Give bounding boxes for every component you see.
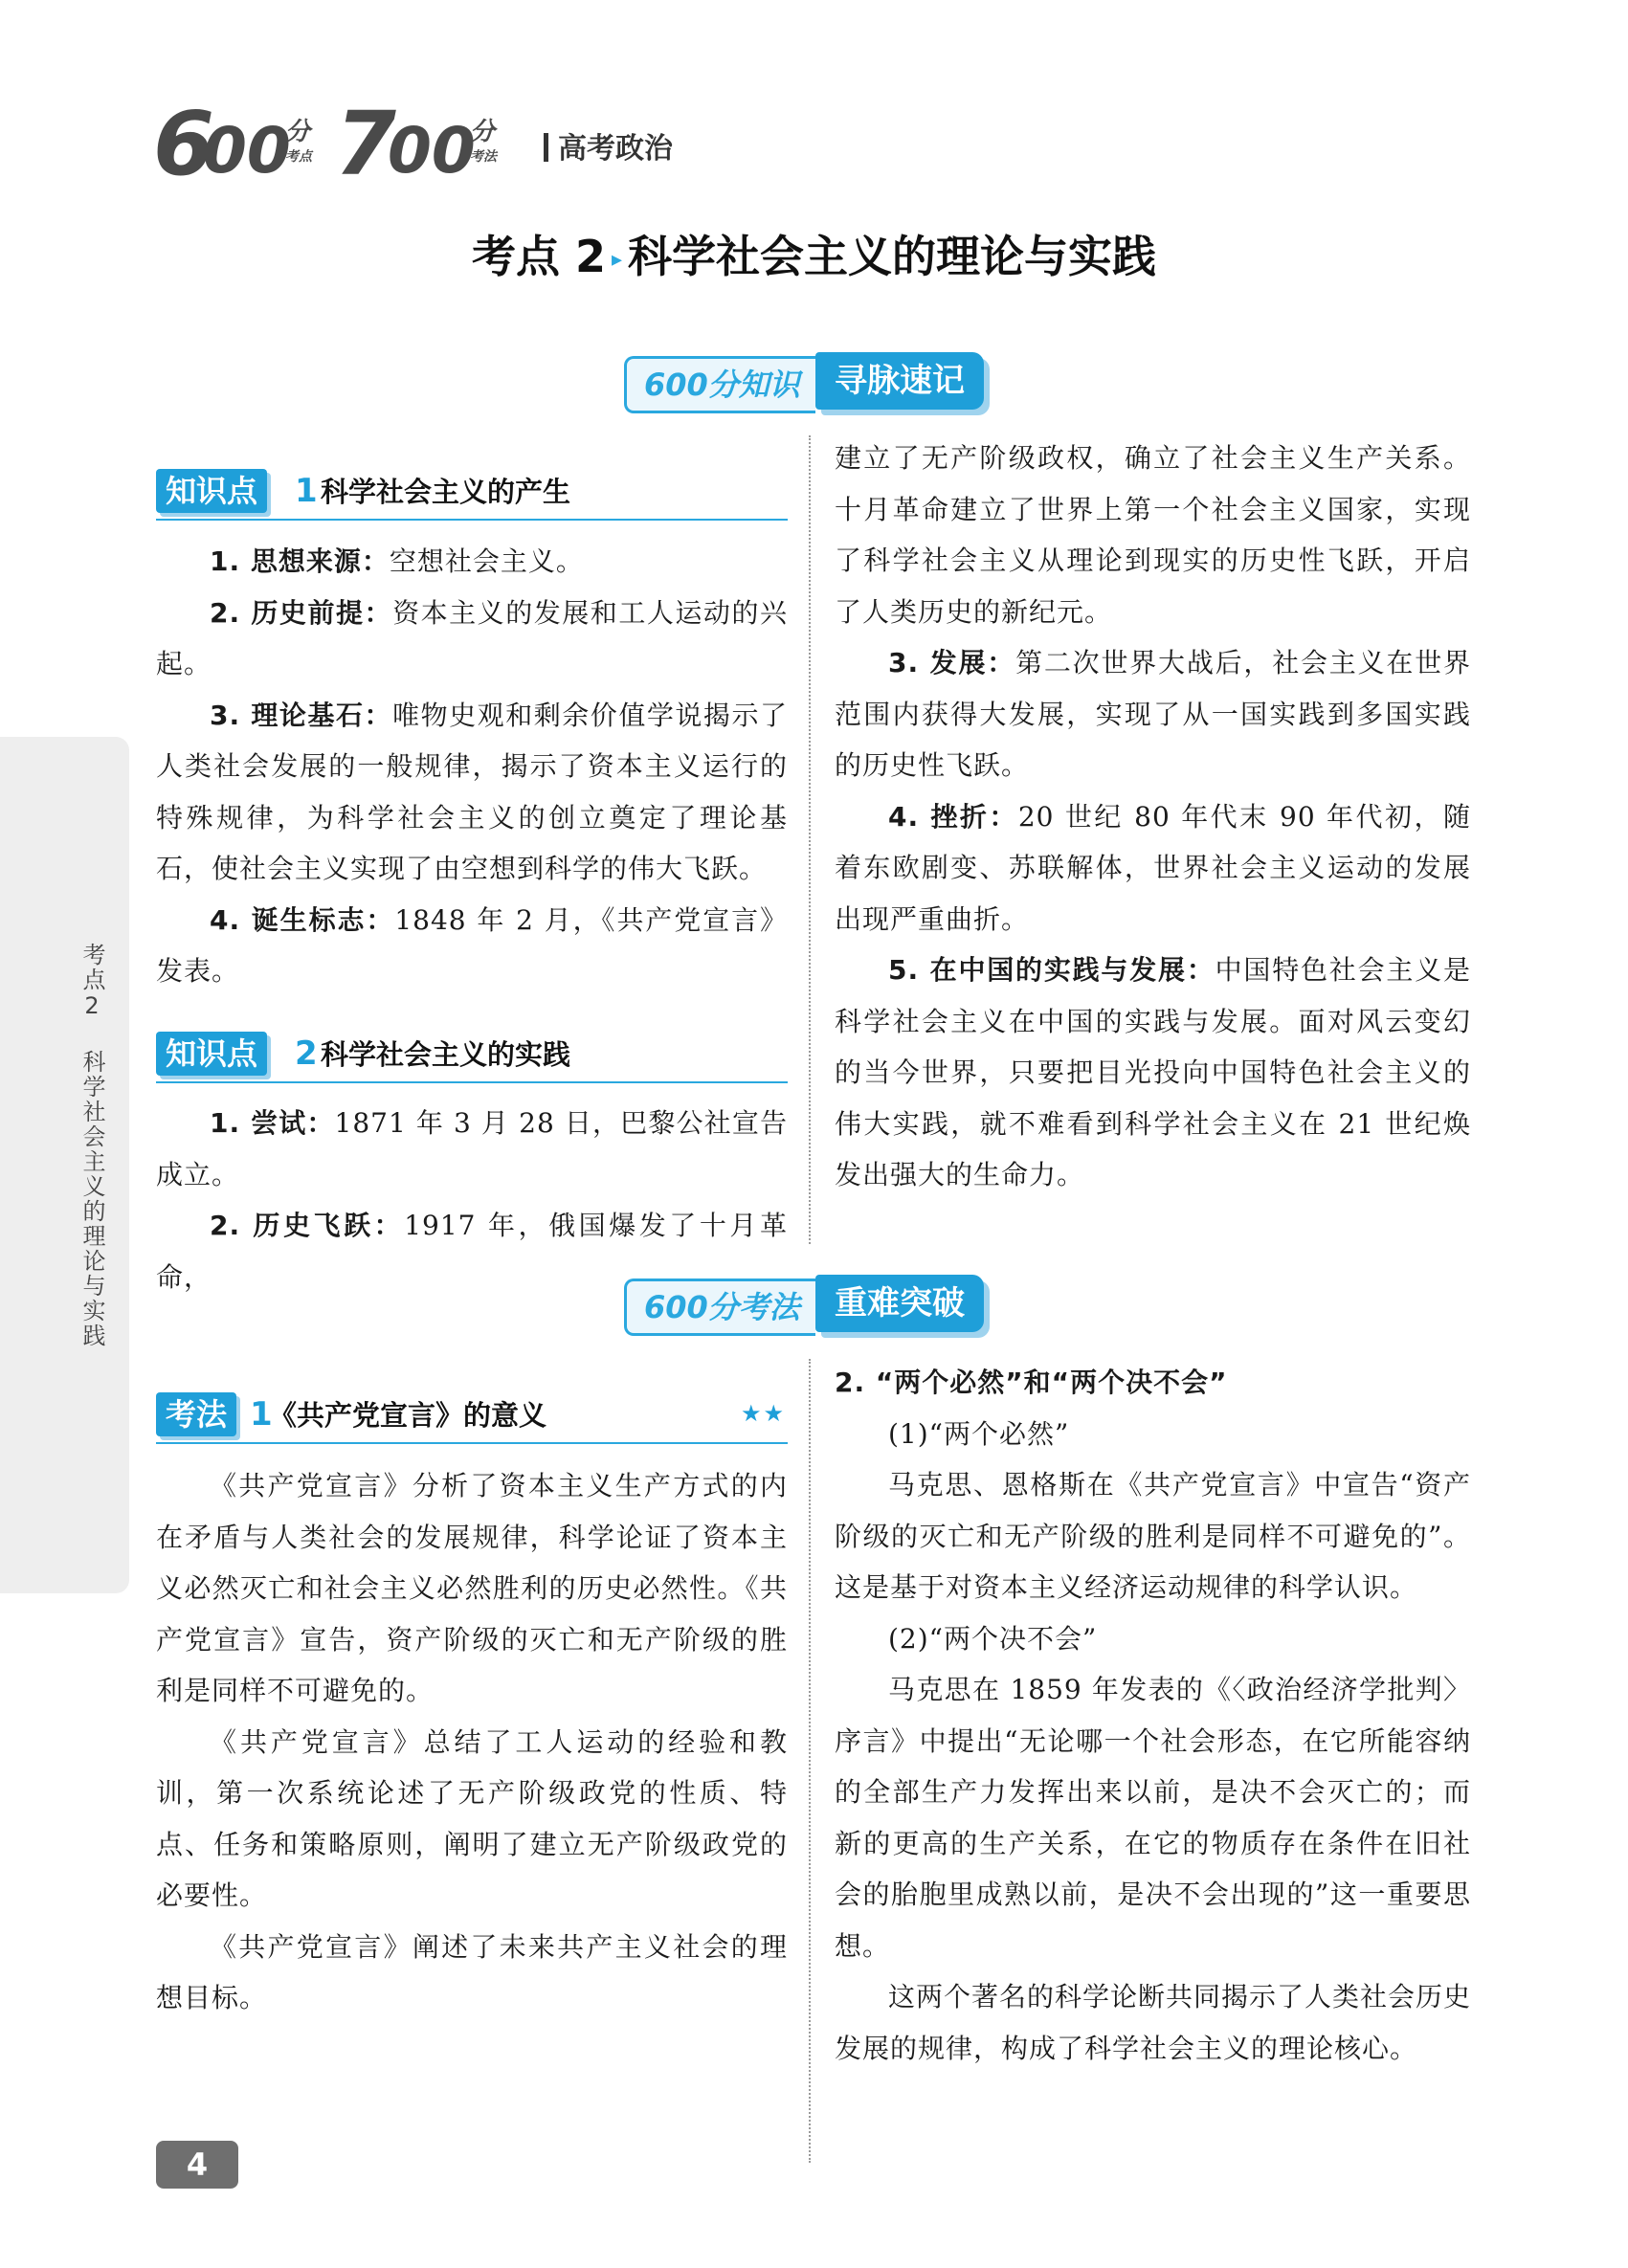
section-heading-kp1	[156, 469, 788, 521]
kp2-item-text: 第二次世界大战后，社会主义在世界范围内获得大发展，实现了从一国实践到多国实践的历史性飞跃。	[835, 647, 1471, 781]
kp2-item-label: 4. 挫折：	[888, 800, 1018, 833]
side-tab-label: 考点2 科学社会主义的理论与实践	[78, 943, 105, 1348]
kp-number: 1	[295, 472, 318, 510]
banner-left-label: 600分知识	[624, 356, 815, 413]
kp2-item	[835, 945, 1471, 1201]
kp2-item-text: 20 世纪 80 年代末 90 年代初，随着东欧剧变、苏联解体，世界社会主义运动的发展出现严重曲折。	[835, 800, 1471, 935]
kf1-subheading: 2. “两个必然”和“两个决不会”	[835, 1367, 1228, 1398]
kp1-item-text: 1848 年 2 月，《共产党宣言》发表。	[156, 903, 788, 987]
title-prefix: 考点 2	[471, 231, 606, 282]
kf1-paragraph: 马克思在 1859 年发表的《〈政治经济学批判〉序言》中提出“无论哪一个社会形态，在它所能容纳的全部生产力发挥出来以前，是决不会灭亡的；而新的更高的生产关系，在它的物质存在条件在旧社会的胎胞里成熟以前，是决不会出现的”这一重要思想。	[835, 1674, 1471, 1962]
banner-right-label: 重难突破	[815, 1275, 984, 1332]
side-tab	[0, 737, 129, 1593]
logo-sub-kaofa: 考法	[470, 149, 497, 165]
kf1-sub2: (2)“两个决不会”	[888, 1622, 1098, 1655]
subject-text: 高考政治	[558, 132, 673, 166]
kp1-item-text: 空想社会主义。	[389, 545, 584, 577]
kp2-item-text: 中国特色社会主义是科学社会主义在中国的实践与发展。面对风云变幻的当今世界，只要把目光投向中国特色社会主义的伟大实践，就不难看到科学社会主义在 21 世纪焕发出强大的生命力。	[835, 954, 1471, 1190]
section-heading-kf1	[156, 1392, 788, 1444]
kp2-item-text: 1917 年，俄国爆发了十月革命，	[156, 1210, 788, 1293]
kp2-item-label: 3. 发展：	[888, 647, 1016, 678]
logo-digit-7: 7	[335, 93, 397, 195]
logo-sub-kaodian: 考点	[285, 149, 312, 165]
difficulty-stars-icon: ★★	[740, 1400, 786, 1427]
kf1-paragraph: 《共产党宣言》分析了资本主义生产方式的内在矛盾与人类社会的发展规律，科学论证了资本主义必然灭亡和社会主义必然胜利的历史必然性。《共产党宣言》宣告，资产阶级的灭亡和无产阶级的胜利是同样不可避免的。	[156, 1470, 788, 1706]
kf1-paragraph: 马克思、恩格斯在《共产党宣言》中宣告“资产阶级的灭亡和无产阶级的胜利是同样不可避免的”。这是基于对资本主义经济运动规律的科学认识。	[835, 1469, 1471, 1603]
section-heading-kp2	[156, 1032, 788, 1083]
subject-label	[544, 124, 673, 167]
kp2-item	[156, 1098, 788, 1200]
kp-number: 2	[295, 1034, 318, 1073]
kf1-body	[156, 1460, 788, 2024]
kp2-item	[835, 637, 1471, 791]
kp2-body-right	[835, 433, 1471, 1201]
section-banner-methods	[624, 1275, 1007, 1334]
triangle-icon: ▸	[611, 248, 623, 272]
logo-digits-00: 00	[203, 114, 291, 188]
kf1-paragraph: 这两个著名的科学论断共同揭示了人类社会历史发展的规律，构成了科学社会主义的理论核心。	[835, 1981, 1472, 2064]
kp-tag: 知识点	[156, 1032, 267, 1076]
logo-digits-00b: 00	[388, 114, 476, 188]
kf-number: 1	[250, 1395, 273, 1434]
kp-title: 科学社会主义的实践	[321, 1038, 571, 1071]
page-title	[0, 222, 1628, 285]
kp1-item-text: 资本主义的发展和工人运动的兴起。	[156, 596, 788, 679]
kp1-item-label: 4. 诞生标志：	[210, 903, 395, 936]
banner-right-label: 寻脉速记	[815, 352, 984, 410]
kf1-body-right	[835, 1357, 1471, 2074]
kp-title: 科学社会主义的产生	[321, 476, 571, 508]
kp2-item-label: 1. 尝试：	[210, 1107, 335, 1139]
logo-digit-6: 6	[153, 93, 215, 195]
kp2-item-label: 5. 在中国的实践与发展：	[888, 954, 1215, 986]
subject-divider	[544, 133, 548, 162]
section-banner-knowledge	[624, 352, 1007, 411]
column-divider	[809, 435, 811, 1244]
kf1-paragraph: 《共产党宣言》总结了工人运动的经验和教训，第一次系统论述了无产阶级政党的性质、特点、任务和策略原则，阐明了建立无产阶级政党的必要性。	[156, 1725, 788, 1911]
kf1-sub1: (1)“两个必然”	[888, 1417, 1070, 1450]
kp1-item-label: 2. 历史前提：	[210, 596, 393, 629]
kp1-item-label: 3. 理论基石：	[210, 699, 393, 731]
kf-title: 《共产党宣言》的意义	[269, 1399, 547, 1432]
kp1-item-text: 唯物史观和剩余价值学说揭示了人类社会发展的一般规律，揭示了资本主义运行的特殊规律，为科学社会主义的创立奠定了理论基石，使社会主义实现了由空想到科学的伟大飞跃。	[156, 699, 788, 884]
kp2-item	[835, 791, 1471, 945]
kf-tag: 考法	[156, 1392, 236, 1436]
kp2-item-text: 1871 年 3 月 28 日，巴黎公社宣告成立。	[156, 1107, 788, 1190]
kp1-item	[156, 588, 788, 690]
kp2-item-label: 2. 历史飞跃：	[210, 1210, 405, 1241]
title-text: 科学社会主义的理论与实践	[628, 231, 1157, 282]
kp-tag: 知识点	[156, 469, 267, 513]
kp1-item-label: 1. 思想来源：	[210, 545, 390, 577]
banner-left-label: 600分考法	[624, 1279, 815, 1336]
kp1-body	[156, 536, 788, 997]
kp1-item	[156, 895, 788, 997]
kf1-paragraph: 《共产党宣言》阐述了未来共产主义社会的理想目标。	[156, 1930, 788, 2013]
column-divider	[809, 1359, 811, 2163]
page-number: 4	[156, 2141, 238, 2189]
logo-fen2: 分	[470, 118, 496, 146]
kp1-item	[156, 690, 788, 895]
kp1-item	[156, 536, 788, 588]
kp2-body-left	[156, 1098, 788, 1302]
kp2-continued: 建立了无产阶级政权，确立了社会主义生产关系。十月革命建立了世界上第一个社会主义国家，实现了科学社会主义从理论到现实的历史性飞跃，开启了人类历史的新纪元。	[835, 442, 1471, 628]
logo-fen: 分	[285, 118, 311, 146]
